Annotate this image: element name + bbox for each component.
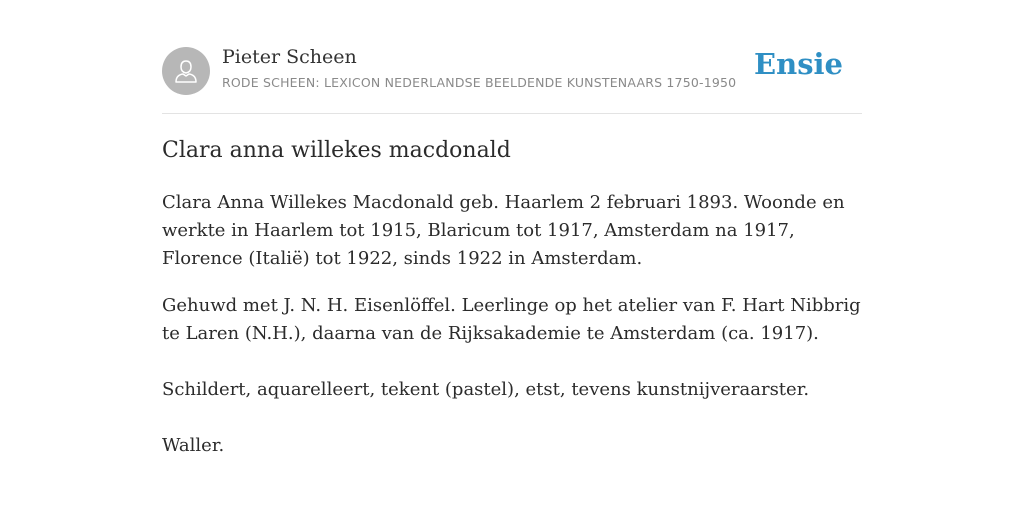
user-icon [172, 57, 200, 85]
entry-title: Clara anna willekes macdonald [162, 138, 511, 163]
author-avatar[interactable] [162, 47, 210, 95]
entry-body [162, 189, 862, 479]
source-lexicon[interactable]: RODE SCHEEN: LEXICON NEDERLANDSE BEELDENDE KUNSTENAARS 1750-1950 [222, 75, 737, 90]
body-paragraph: Clara Anna Willekes Macdonald geb. Haarlem 2 februari 1893. Woonde en werkte in Haarlem tot 1915, Blaricum tot 1917, Amsterdam na 1917, Florence (Italië) tot 1922, sinds 1922 in Amsterdam. [162, 192, 845, 269]
body-paragraph: Schildert, aquarelleert, tekent (pastel), etst, tevens kunstnijveraarster. [162, 379, 810, 400]
entry-header [162, 0, 862, 114]
author-name[interactable]: Pieter Scheen [222, 46, 357, 68]
body-paragraph: Gehuwd met J. N. H. Eisenlöffel. Leerlinge op het atelier van F. Hart Nibbrig te Laren (N.H.), daarna van de Rijksakademie te Amsterdam (ca. 1917). [162, 295, 861, 344]
body-paragraph: Waller. [162, 435, 225, 456]
entry-card [162, 0, 862, 456]
ensie-logo[interactable]: Ensie [754, 47, 843, 81]
